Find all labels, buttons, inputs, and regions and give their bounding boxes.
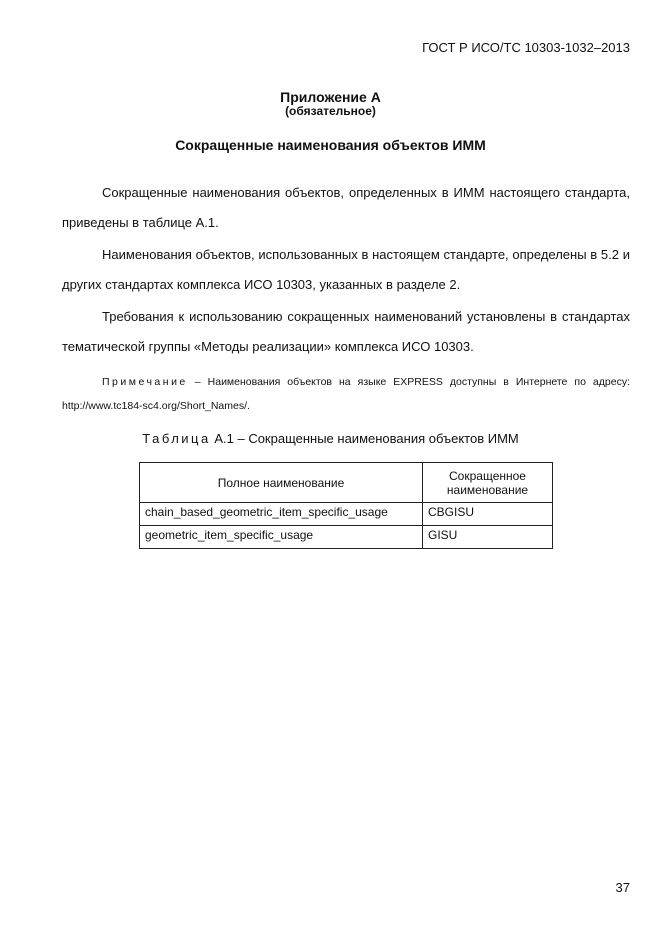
- note: [62, 370, 630, 418]
- table-header-full-name: Полное наименование: [140, 463, 423, 503]
- paragraph-2: Наименования объектов, использованных в настоящем стандарте, определены в 5.2 и других стандартах комплекса ИСО 10303, указанных в разделе 2.: [62, 247, 630, 292]
- appendix-title: Приложение A: [280, 89, 381, 105]
- table-row: [140, 526, 553, 549]
- paragraph-1: Сокращенные наименования объектов, определенных в ИММ настоящего стандарта, приведены в таблице А.1.: [62, 185, 630, 230]
- document-code: ГОСТ Р ИСО/ТС 10303-1032–2013: [422, 40, 630, 55]
- page-number: 37: [615, 880, 630, 895]
- table-caption-label: Таблица: [142, 431, 211, 446]
- appendix-subtitle: (обязательное): [285, 104, 376, 118]
- table-cell-short-name: CBGISU: [423, 503, 553, 526]
- table-row: [140, 503, 553, 526]
- note-dash: –: [187, 376, 208, 388]
- table-cell-short-name: GISU: [423, 526, 553, 549]
- table-cell-full-name: geometric_item_specific_usage: [140, 526, 423, 549]
- table-cell-full-name: chain_based_geometric_item_specific_usage: [140, 503, 423, 526]
- table-caption: [0, 431, 661, 446]
- paragraph-3: Требования к использованию сокращенных наименований установлены в стандартах тематической группы «Методы реализации» комплекса ИСО 10303.: [62, 309, 630, 354]
- section-title: Сокращенные наименования объектов ИММ: [175, 137, 486, 153]
- note-text: Наименования объектов на языке EXPRESS доступны в Интернете по адресу: http://www.tc184-sc4.org/Short_Names/.: [62, 376, 630, 412]
- abbreviations-table: [139, 462, 553, 549]
- table-header-short-name: Сокращенное наименование: [423, 463, 553, 503]
- table-header-row: [140, 463, 553, 503]
- table-caption-text: А.1 – Сокращенные наименования объектов ИММ: [210, 431, 519, 446]
- note-label: Примечание: [102, 376, 188, 388]
